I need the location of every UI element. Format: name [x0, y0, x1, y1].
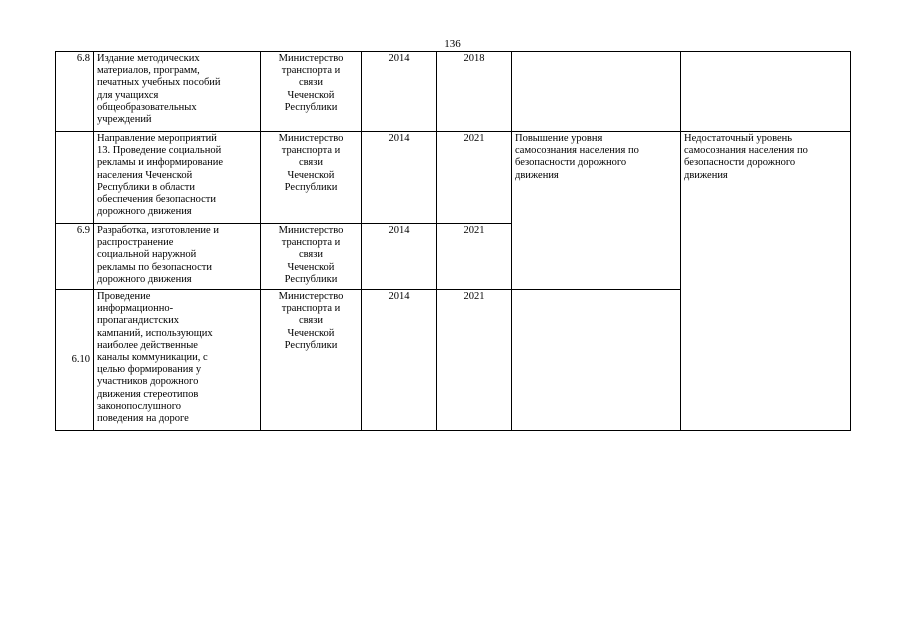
start-year: 2014 [362, 52, 437, 132]
start-year: 2014 [362, 224, 437, 290]
executor: Министерство транспорта и связи Чеченской Республики [278, 225, 344, 285]
page-number: 136 [444, 38, 461, 50]
end-year: 2021 [437, 290, 512, 431]
start-year: 2014 [362, 290, 437, 431]
end-year: 2018 [437, 52, 512, 132]
measure-name: Разработка, изготовление и распространение социальной наружной рекламы по безопасности дорожного движения [97, 225, 219, 285]
table-row [56, 52, 851, 132]
consequence-of-non-implementation: Недостаточный уровень самосознания населения по безопасности дорожного движения [684, 133, 808, 181]
executor: Министерство транспорта и связи Чеченской Республики [278, 53, 344, 113]
row-number: 6.9 [56, 224, 94, 290]
table-row [56, 132, 851, 224]
measure-name: Проведение информационно- пропагандистских кампаний, использующих наиболее действенные каналы коммуникации, с целью формирования у участников дорожного движения стереотипов законопослушного поведения на дороге [97, 291, 213, 425]
result-cell-empty [512, 52, 681, 132]
row-number [56, 132, 94, 224]
start-year: 2014 [362, 132, 437, 224]
result-cell-empty [512, 290, 681, 431]
measure-name: Издание методических материалов, программ, печатных учебных пособий для учащихся общеобразовательных учреждений [97, 53, 221, 126]
program-table [55, 51, 851, 431]
executor: Министерство транспорта и связи Чеченской Республики [278, 133, 344, 193]
measure-name: Направление мероприятий 13. Проведение социальной рекламы и информирование населения Чеченской Республики в области обеспечения безопасности дорожного движения [97, 133, 224, 218]
expected-result: Повышение уровня самосознания населения по безопасности дорожного движения [515, 133, 639, 181]
row-number: 6.10 [56, 290, 94, 431]
consequence-cell-empty [681, 52, 851, 132]
row-number: 6.8 [56, 52, 94, 132]
end-year: 2021 [437, 224, 512, 290]
end-year: 2021 [437, 132, 512, 224]
executor: Министерство транспорта и связи Чеченской Республики [278, 291, 344, 351]
